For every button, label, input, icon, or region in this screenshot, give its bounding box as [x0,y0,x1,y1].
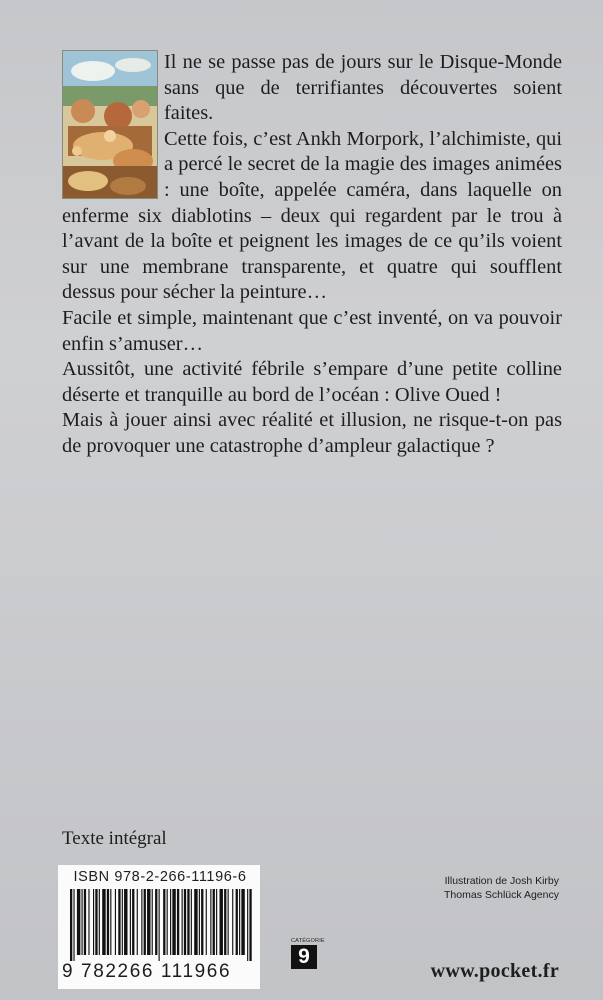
category-label: CATÉGORIE [291,938,325,944]
isbn-label: ISBN 978-2-266-11196-6 [73,869,247,885]
barcode-panel [58,865,260,989]
blurb-paragraph-5: Mais à jouer ainsi avec réalité et illusion, ne risque-t-on pas de provoquer une catastrophe d’ampleur galactique ? [62,409,562,457]
image-spacer [62,50,164,200]
edition-note: Texte intégral [62,828,167,849]
category-number: 9 [291,945,317,969]
illustration-credit: Illustration de Josh Kirby [444,875,559,887]
back-cover-blurb [62,50,562,460]
blurb-paragraph-4: Aussitôt, une activité fébrile s’empare d’une petite colline déserte et tranquille au bord de l’océan : Olive Oued ! [62,358,562,406]
blurb-paragraph-3: Facile et simple, maintenant que c’est inventé, on va pouvoir enfin s’amuser… [62,306,562,355]
blurb-paragraph-1: Il ne se passe pas de jours sur le Disque-Monde sans que de terrifiantes découvertes soient faites. [164,51,562,125]
category-badge [291,938,325,969]
publisher-website: www.pocket.fr [430,960,559,982]
credits [444,874,559,902]
barcode-bars [62,889,256,961]
blurb-paragraph-2: Cette fois, c’est Ankh Morpork, l’alchimiste, qui a percé le secret de la magie des images animées : une boîte, appelée caméra, dans laquelle on enferme six diablotins – deux qui regardent par le trou à l’avant de la boîte et peignent les images de ce qu’ils voient sur une membrane transparente, et quatre qui soufflent dessus pour sécher la peinture… [62,127,562,304]
barcode-digits: 9 782266 111966 [62,961,232,982]
agency-credit: Thomas Schlück Agency [444,889,559,901]
